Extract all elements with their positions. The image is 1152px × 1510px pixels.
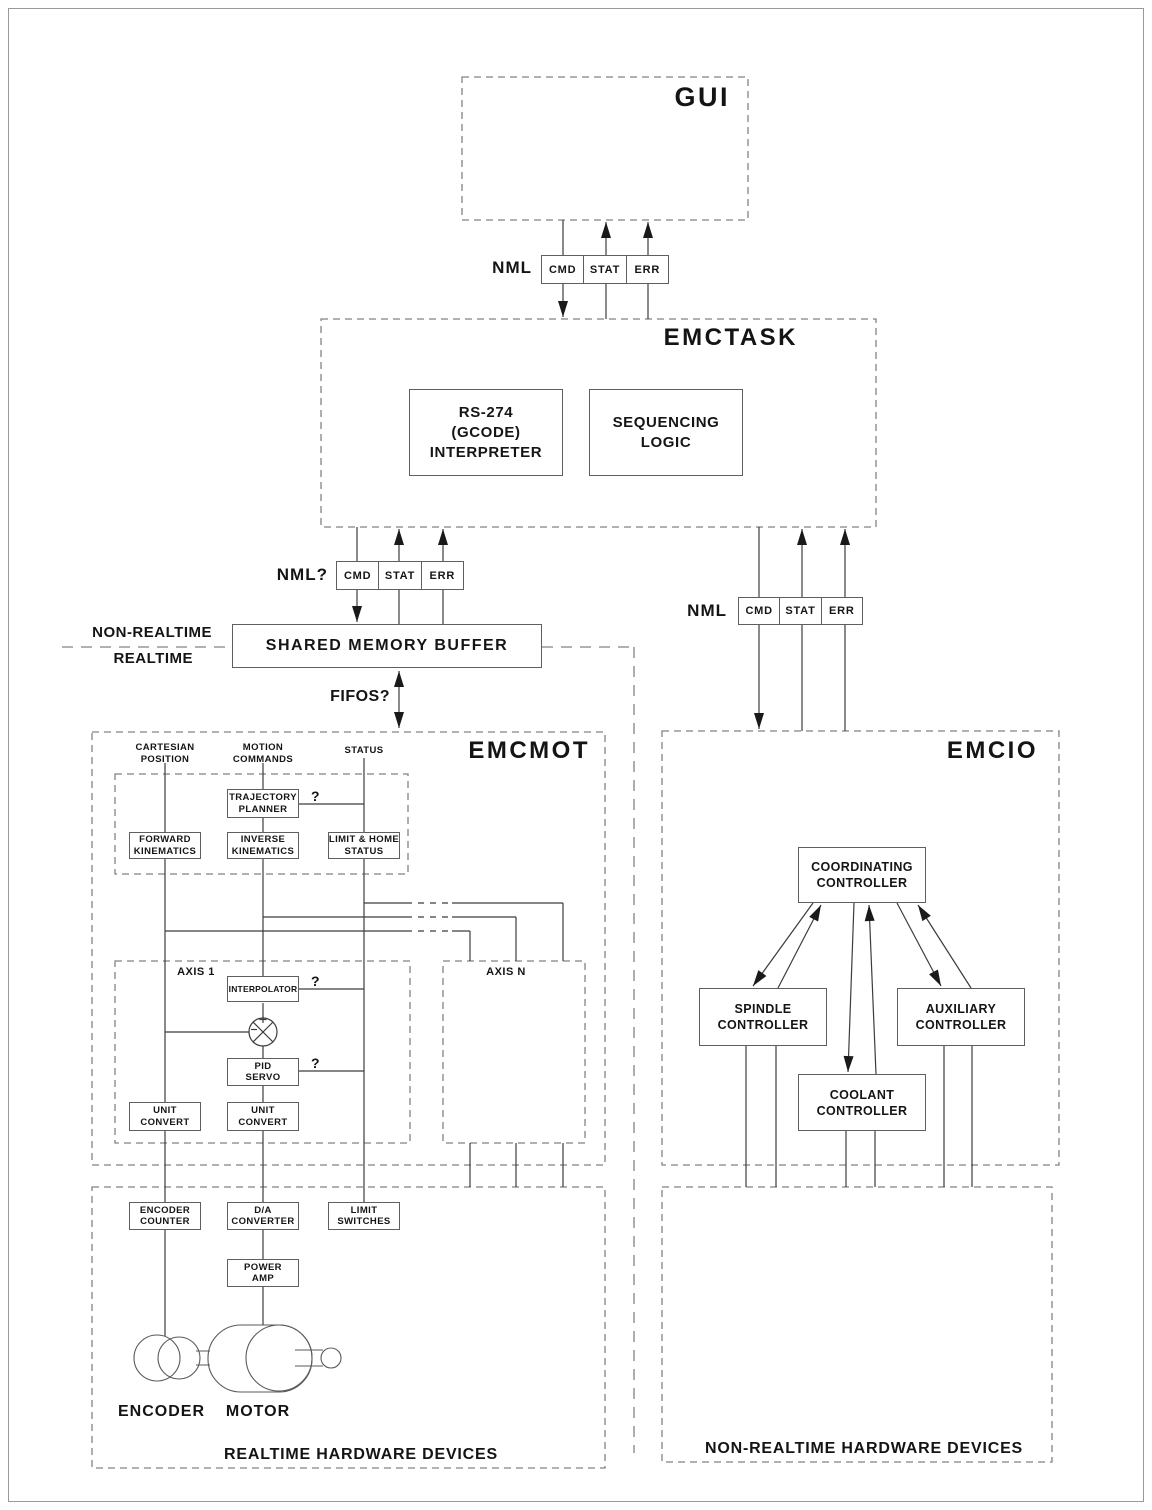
motor-drawing xyxy=(208,1325,341,1392)
motor-shaft xyxy=(295,1350,323,1366)
interpolator-box: INTERPOLATOR xyxy=(227,976,299,1002)
emcmot-title: EMCMOT xyxy=(468,737,590,764)
cartesian-position-label: CARTESIAN POSITION xyxy=(135,742,195,765)
stat-cell: STAT xyxy=(583,256,625,283)
wire-axisn-ellipsis xyxy=(406,903,452,931)
wire-auxiliary-to-hardware xyxy=(944,1046,972,1187)
inverse-kinematics-box: INVERSE KINEMATICS xyxy=(227,832,299,859)
cmd-cell: CMD xyxy=(343,569,372,582)
nml-query-label: NML? xyxy=(276,565,328,584)
gui-title: GUI xyxy=(674,82,730,112)
nml-channel-right xyxy=(738,597,863,625)
emcio-title: EMCIO xyxy=(946,737,1038,764)
trajectory-question-mark: ? xyxy=(311,788,320,804)
interpolator-question-mark: ? xyxy=(311,973,320,989)
limit-switches-box: LIMIT SWITCHES xyxy=(328,1202,400,1230)
forward-kinematics-box: FORWARD KINEMATICS xyxy=(129,832,201,859)
emcmot-box xyxy=(92,732,605,1165)
wire-status-to-axisn xyxy=(364,903,563,961)
arrow-auxiliary-to-coordinating xyxy=(918,905,971,988)
gcode-interpreter-box: RS-274 (GCODE) INTERPRETER xyxy=(409,389,563,476)
axisn-label: AXIS N xyxy=(486,966,526,978)
summing-junction xyxy=(249,1017,277,1047)
arrow-coordinating-to-spindle xyxy=(753,903,813,986)
nml-channel-left xyxy=(336,561,464,590)
limit-home-status-box: LIMIT & HOME STATUS xyxy=(328,832,400,859)
nml-channel-top xyxy=(541,255,669,284)
nml-label-right: NML xyxy=(687,601,727,620)
sequencing-logic-box: SEQUENCING LOGIC xyxy=(589,389,743,476)
non-realtime-hardware-box xyxy=(662,1187,1052,1462)
encoder-counter-box: ENCODER COUNTER xyxy=(129,1202,201,1230)
coordinating-controller-box: COORDINATING CONTROLLER xyxy=(798,847,926,903)
realtime-label: REALTIME xyxy=(113,650,193,667)
axis1-label: AXIS 1 xyxy=(177,966,215,978)
emctask-title: EMCTASK xyxy=(663,324,798,351)
trajectory-planner-box: TRAJECTORY PLANNER xyxy=(227,789,299,818)
pid-servo-box: PID SERVO xyxy=(227,1058,299,1086)
motor-shaft-end xyxy=(321,1348,341,1368)
nml-label-top: NML xyxy=(492,258,532,277)
coolant-controller-box: COOLANT CONTROLLER xyxy=(798,1074,926,1131)
encoder-drawing xyxy=(134,1335,210,1381)
stat-cell: STAT xyxy=(779,598,820,624)
realtime-hardware-label: REALTIME HARDWARE DEVICES xyxy=(224,1446,498,1463)
pid-question-mark: ? xyxy=(311,1055,320,1071)
arrow-coordinating-to-coolant xyxy=(848,903,854,1072)
wire-coolant-to-hardware xyxy=(846,1131,875,1187)
power-amp-box: POWER AMP xyxy=(227,1259,299,1287)
unit-convert-box-feedback: UNIT CONVERT xyxy=(129,1102,201,1131)
arrow-coordinating-to-auxiliary xyxy=(897,903,941,986)
cmd-cell: CMD xyxy=(548,263,577,276)
encoder-label: ENCODER xyxy=(118,1403,206,1420)
spindle-controller-box: SPINDLE CONTROLLER xyxy=(699,988,827,1046)
non-realtime-label: NON-REALTIME xyxy=(92,624,212,641)
wire-motion-to-axisn xyxy=(263,917,516,961)
arrow-coolant-to-coordinating xyxy=(869,905,876,1074)
motion-commands-label: MOTION COMMANDS xyxy=(232,742,294,765)
arrow-spindle-to-coordinating xyxy=(778,905,821,988)
auxiliary-controller-box: AUXILIARY CONTROLLER xyxy=(897,988,1025,1046)
unit-convert-box-output: UNIT CONVERT xyxy=(227,1102,299,1131)
wire-spindle-to-hardware xyxy=(746,1046,776,1187)
non-realtime-hardware-label: NON-REALTIME HARDWARE DEVICES xyxy=(705,1440,1024,1457)
wire-cartesian-to-axisn xyxy=(165,931,470,961)
axisn-box xyxy=(443,961,585,1143)
da-converter-box: D/A CONVERTER xyxy=(227,1202,299,1230)
fifos-label: FIFOS? xyxy=(330,688,390,705)
err-cell: ERR xyxy=(421,562,463,589)
stat-cell: STAT xyxy=(378,562,420,589)
cmd-cell: CMD xyxy=(745,605,773,617)
err-cell: ERR xyxy=(626,256,668,283)
motor-label: MOTOR xyxy=(225,1403,291,1420)
status-label: STATUS xyxy=(344,745,384,756)
err-cell: ERR xyxy=(821,598,862,624)
shared-memory-buffer-box: SHARED MEMORY BUFFER xyxy=(232,624,542,668)
